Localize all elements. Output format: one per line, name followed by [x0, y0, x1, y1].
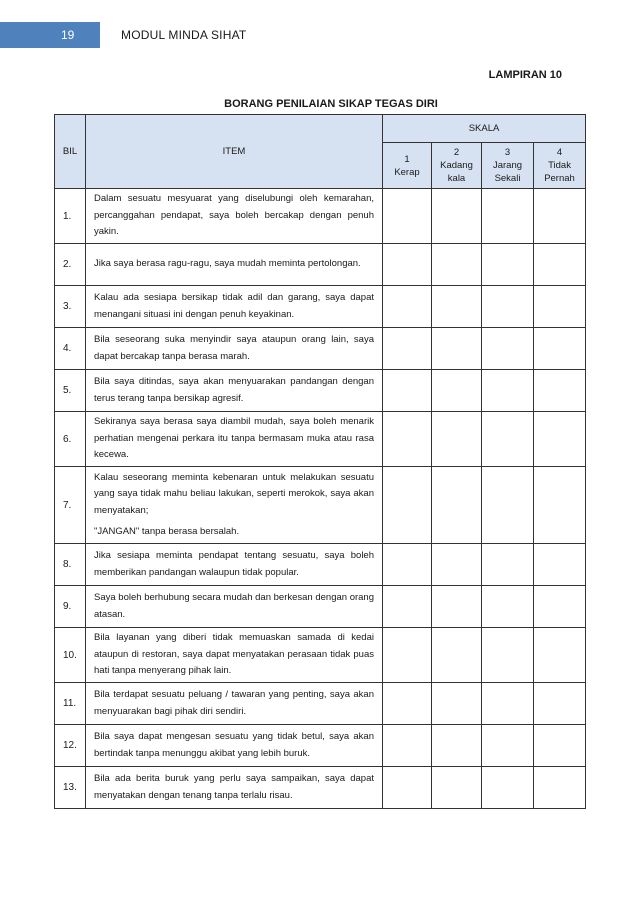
row-number: 5. [55, 370, 86, 412]
table-row [55, 586, 586, 628]
table-row [55, 467, 586, 544]
rating-cell-1[interactable] [383, 767, 432, 809]
row-number: 10. [55, 628, 86, 683]
rating-cell-3[interactable] [482, 628, 534, 683]
item-text: Bila ada berita buruk yang perlu saya sampaikan, saya dapat menyatakan dengan tenang tanpa terlalu risau. [94, 773, 374, 801]
row-item [86, 683, 383, 725]
rating-cell-2[interactable] [432, 683, 482, 725]
rating-cell-4[interactable] [534, 683, 586, 725]
rating-cell-2[interactable] [432, 544, 482, 586]
scale-number: 4 [556, 147, 563, 158]
item-text: Bila terdapat sesuatu peluang / tawaran yang penting, saya akan menyuarakan bagi pihak diri sendiri. [94, 689, 374, 717]
rating-cell-4[interactable] [534, 412, 586, 467]
rating-cell-2[interactable] [432, 767, 482, 809]
item-text: Jika saya berasa ragu-ragu, saya mudah meminta pertolongan. [94, 258, 361, 270]
row-number: 11. [55, 683, 86, 725]
table-row [55, 767, 586, 809]
rating-cell-1[interactable] [383, 544, 432, 586]
scale-number: 3 [504, 147, 511, 158]
row-number: 1. [55, 189, 86, 244]
rating-cell-1[interactable] [383, 725, 432, 767]
row-number: 9. [55, 586, 86, 628]
rating-cell-1[interactable] [383, 412, 432, 467]
row-number: 13. [55, 767, 86, 809]
row-item [86, 467, 383, 544]
scale-header-1 [383, 143, 432, 189]
table-row [55, 286, 586, 328]
row-number: 4. [55, 328, 86, 370]
scale-header-2 [432, 143, 482, 189]
row-number: 3. [55, 286, 86, 328]
scale-label: Kerap [394, 166, 420, 178]
row-item [86, 544, 383, 586]
row-item [86, 412, 383, 467]
item-extra-text: "JANGAN" tanpa berasa bersalah. [94, 526, 240, 537]
item-text: Bila saya dapat mengesan sesuatu yang tidak betul, saya akan bertindak tanpa menunggu akibat yang lebih buruk. [94, 731, 374, 759]
item-text: Sekiranya saya berasa saya diambil mudah, saya boleh menarik perhatian mengenai perkara itu tanpa bermasam muka atau rasa kecewa. [94, 416, 374, 461]
row-item [86, 767, 383, 809]
rating-cell-2[interactable] [432, 628, 482, 683]
scale-label: Tidak Pernah [544, 160, 575, 184]
rating-cell-1[interactable] [383, 328, 432, 370]
item-text: Kalau seseorang meminta kebenaran untuk melakukan sesuatu yang saya tidak mahu beliau lakukan, seperti merokok, saya akan menyatakan; [94, 471, 374, 516]
rating-cell-1[interactable] [383, 683, 432, 725]
page-number: 19 [61, 28, 75, 42]
row-item [86, 586, 383, 628]
row-item [86, 628, 383, 683]
rating-cell-1[interactable] [383, 628, 432, 683]
rating-cell-1[interactable] [383, 286, 432, 328]
row-item [86, 189, 383, 244]
form-title: BORANG PENILAIAN SIKAP TEGAS DIRI [224, 98, 438, 110]
row-number: 12. [55, 725, 86, 767]
scale-label: Kadang kala [440, 160, 473, 184]
table-row [55, 683, 586, 725]
rating-cell-1[interactable] [383, 244, 432, 286]
rating-cell-4[interactable] [534, 370, 586, 412]
rating-cell-4[interactable] [534, 544, 586, 586]
rating-cell-3[interactable] [482, 189, 534, 244]
rating-cell-3[interactable] [482, 370, 534, 412]
row-number: 7. [55, 467, 86, 544]
item-text: Dalam sesuatu mesyuarat yang diselubungi oleh kemarahan, percanggahan pendapat, saya boleh bercakap dengan penuh yakin. [94, 193, 374, 238]
item-text: Bila saya ditindas, saya akan menyuarakan pandangan dengan terus terang tanpa bersikap agresif. [94, 376, 374, 404]
row-item [86, 725, 383, 767]
rating-cell-1[interactable] [383, 370, 432, 412]
rating-cell-3[interactable] [482, 244, 534, 286]
scale-label: Jarang Sekali [492, 160, 523, 184]
header-item: ITEM [86, 115, 383, 189]
rating-cell-4[interactable] [534, 467, 586, 544]
rating-cell-1[interactable] [383, 467, 432, 544]
rating-cell-4[interactable] [534, 767, 586, 809]
item-text: Kalau ada sesiapa bersikap tidak adil dan garang, saya dapat menangani situasi ini dengan penuh keyakinan. [94, 292, 374, 320]
rating-cell-2[interactable] [432, 412, 482, 467]
table-row [55, 628, 586, 683]
rating-cell-4[interactable] [534, 628, 586, 683]
row-item [86, 244, 383, 286]
rating-cell-3[interactable] [482, 412, 534, 467]
table-row [55, 189, 586, 244]
row-item [86, 328, 383, 370]
scale-header-3 [482, 143, 534, 189]
table-row [55, 412, 586, 467]
table-row [55, 328, 586, 370]
row-item [86, 286, 383, 328]
rating-cell-2[interactable] [432, 244, 482, 286]
rating-cell-2[interactable] [432, 467, 482, 544]
rating-cell-2[interactable] [432, 370, 482, 412]
rating-cell-4[interactable] [534, 189, 586, 244]
scale-number: 1 [404, 153, 410, 165]
item-text: Saya boleh berhubung secara mudah dan berkesan dengan orang atasan. [94, 592, 374, 620]
rating-cell-3[interactable] [482, 725, 534, 767]
rating-cell-3[interactable] [482, 328, 534, 370]
module-title: MODUL MINDA SIHAT [121, 28, 247, 42]
row-number: 8. [55, 544, 86, 586]
table-row [55, 370, 586, 412]
item-text: Bila seseorang suka menyindir saya ataupun orang lain, saya dapat bercakap tanpa berasa marah. [94, 334, 374, 362]
row-item [86, 370, 383, 412]
appendix-label: LAMPIRAN 10 [488, 69, 562, 81]
table-row [55, 725, 586, 767]
rating-cell-3[interactable] [482, 683, 534, 725]
rating-cell-3[interactable] [482, 467, 534, 544]
rating-cell-4[interactable] [534, 586, 586, 628]
rating-cell-1[interactable] [383, 586, 432, 628]
row-number: 2. [55, 244, 86, 286]
header-scale: SKALA [383, 115, 586, 143]
rating-cell-2[interactable] [432, 328, 482, 370]
rating-cell-4[interactable] [534, 725, 586, 767]
rating-cell-2[interactable] [432, 586, 482, 628]
item-text: Bila layanan yang diberi tidak memuaskan samada di kedai ataupun di restoran, saya dapat menyatakan perasaan tidak puas hati tanpa menyerang pihak lain. [94, 632, 374, 677]
table-row [55, 244, 586, 286]
rating-cell-2[interactable] [432, 189, 482, 244]
rating-cell-3[interactable] [482, 586, 534, 628]
row-number: 6. [55, 412, 86, 467]
rating-cell-2[interactable] [432, 725, 482, 767]
header-bil: BIL [55, 115, 86, 189]
rating-cell-3[interactable] [482, 286, 534, 328]
rating-cell-4[interactable] [534, 244, 586, 286]
rating-cell-4[interactable] [534, 328, 586, 370]
rating-cell-3[interactable] [482, 544, 534, 586]
rating-cell-2[interactable] [432, 286, 482, 328]
scale-header-4 [534, 143, 586, 189]
item-text: Jika sesiapa meminta pendapat tentang sesuatu, saya boleh memberikan pandangan walaupun tidak popular. [94, 550, 374, 578]
rating-cell-1[interactable] [383, 189, 432, 244]
assessment-table [54, 114, 586, 809]
table-row [55, 544, 586, 586]
rating-cell-3[interactable] [482, 767, 534, 809]
page-number-tab [0, 22, 100, 48]
scale-number: 2 [453, 147, 460, 158]
rating-cell-4[interactable] [534, 286, 586, 328]
